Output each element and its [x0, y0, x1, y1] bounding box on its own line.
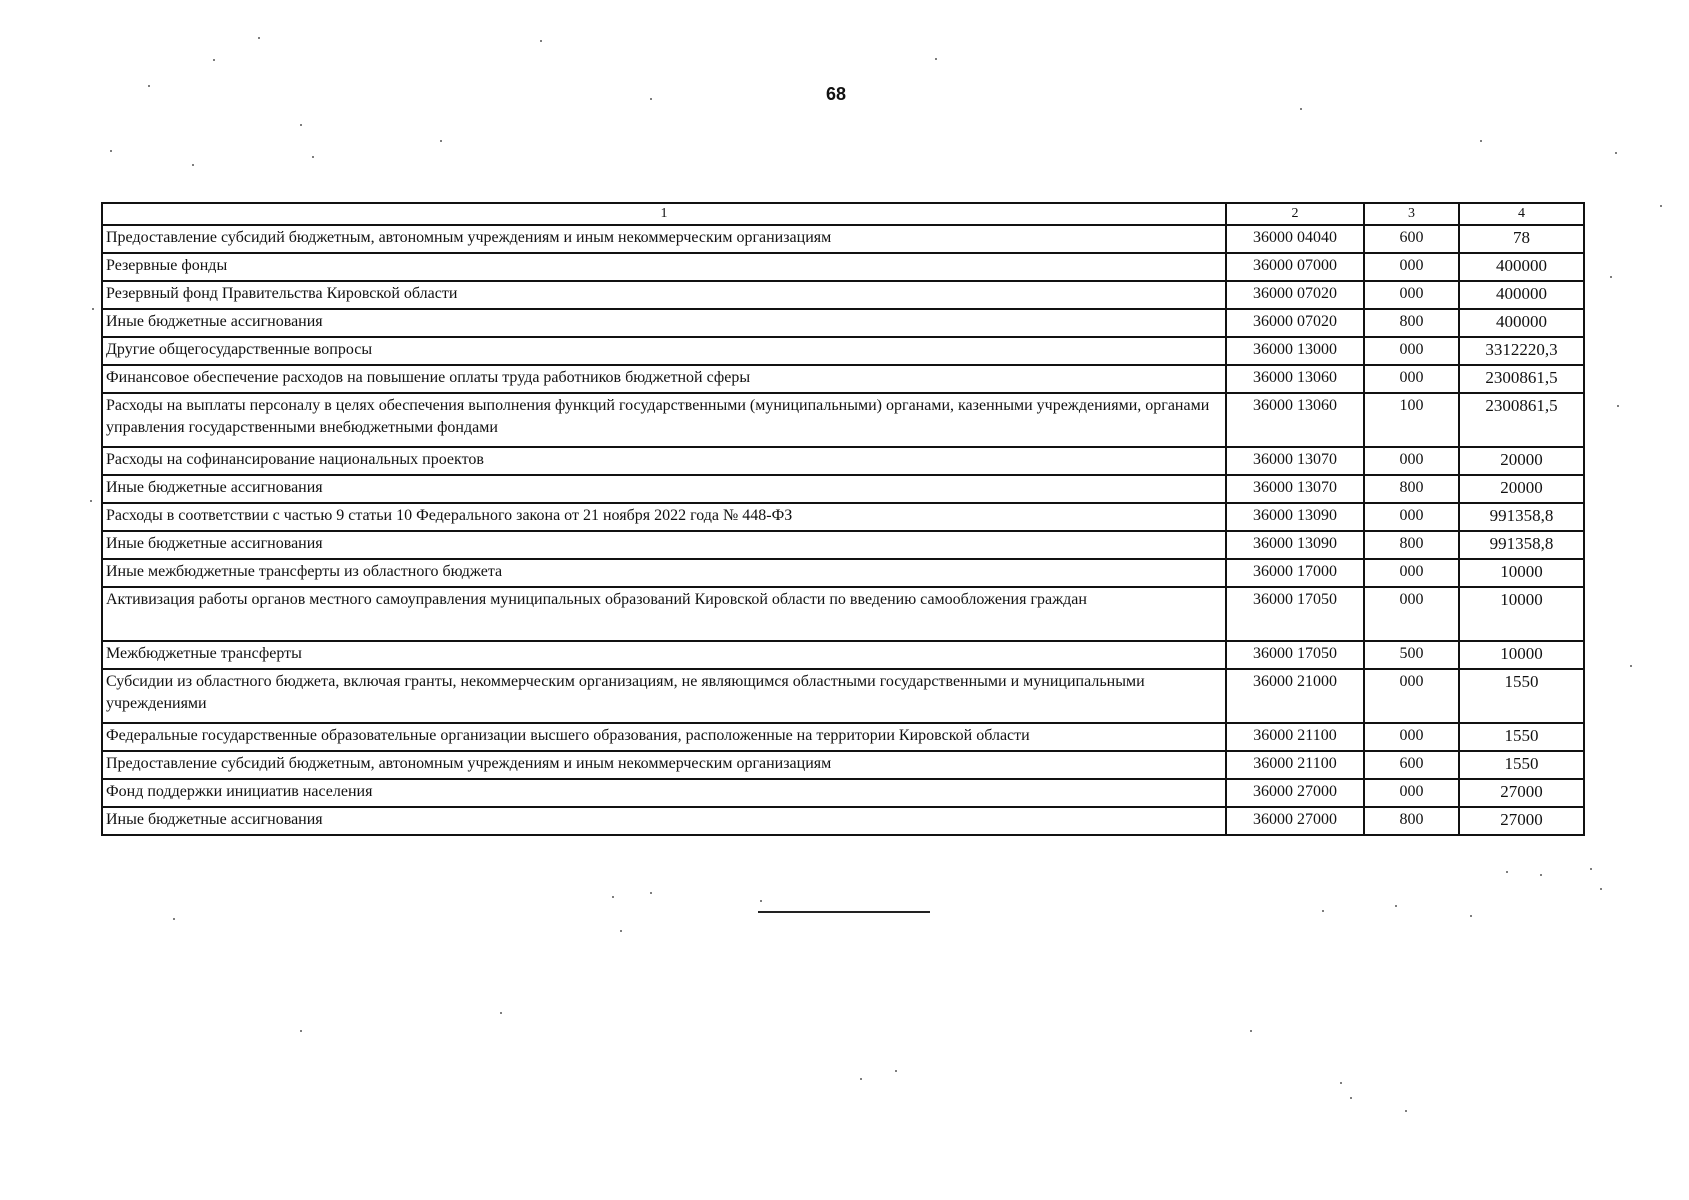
row-kind-cell: 000: [1364, 779, 1459, 807]
row-code-cell: 36000 13070: [1226, 475, 1364, 503]
table-row: [102, 475, 1584, 503]
row-kind-cell: 000: [1364, 559, 1459, 587]
row-amount-cell: 20000: [1459, 475, 1584, 503]
row-code-cell: 36000 13090: [1226, 531, 1364, 559]
row-kind-cell: 000: [1364, 281, 1459, 309]
table-row: [102, 807, 1584, 835]
row-code-cell: 36000 17050: [1226, 587, 1364, 641]
row-code-cell: 36000 27000: [1226, 807, 1364, 835]
row-amount-cell: 991358,8: [1459, 503, 1584, 531]
row-kind-cell: 800: [1364, 531, 1459, 559]
table-body: [102, 225, 1584, 835]
table-row: [102, 587, 1584, 641]
table-row: [102, 393, 1584, 447]
table-row: [102, 751, 1584, 779]
row-name-cell: Предоставление субсидий бюджетным, автономным учреждениям и иным некоммерческим организациям: [102, 751, 1226, 779]
row-code-cell: 36000 21100: [1226, 723, 1364, 751]
row-amount-cell: 10000: [1459, 559, 1584, 587]
row-amount-cell: 400000: [1459, 281, 1584, 309]
table-row: [102, 253, 1584, 281]
row-name-cell: Финансовое обеспечение расходов на повышение оплаты труда работников бюджетной сферы: [102, 365, 1226, 393]
row-name-cell: Федеральные государственные образовательные организации высшего образования, расположенные на территории Кировской области: [102, 723, 1226, 751]
row-kind-cell: 000: [1364, 447, 1459, 475]
row-amount-cell: 1550: [1459, 669, 1584, 723]
table-header: [102, 203, 1584, 225]
row-code-cell: 36000 13060: [1226, 365, 1364, 393]
row-code-cell: 36000 21000: [1226, 669, 1364, 723]
row-code-cell: 36000 13090: [1226, 503, 1364, 531]
table-row: [102, 281, 1584, 309]
row-name-cell: Расходы на выплаты персоналу в целях обеспечения выполнения функций государственными (муниципальными) органами, казенными учреждениями, органами управления государственными внебюджетными фондами: [102, 393, 1226, 447]
table-row: [102, 559, 1584, 587]
row-kind-cell: 000: [1364, 587, 1459, 641]
row-kind-cell: 600: [1364, 751, 1459, 779]
row-amount-cell: 1550: [1459, 723, 1584, 751]
table-row: [102, 337, 1584, 365]
row-kind-cell: 800: [1364, 475, 1459, 503]
row-amount-cell: 991358,8: [1459, 531, 1584, 559]
header-col-2: 2: [1226, 203, 1364, 225]
table-row: [102, 531, 1584, 559]
table-row: [102, 309, 1584, 337]
row-amount-cell: 1550: [1459, 751, 1584, 779]
footer-rule: [758, 911, 930, 913]
row-name-cell: Субсидии из областного бюджета, включая гранты, некоммерческим организациям, не являющимся областными государственными и муниципальными учреждениями: [102, 669, 1226, 723]
row-amount-cell: 2300861,5: [1459, 393, 1584, 447]
row-name-cell: Предоставление субсидий бюджетным, автономным учреждениям и иным некоммерческим организациям: [102, 225, 1226, 253]
row-name-cell: Межбюджетные трансферты: [102, 641, 1226, 669]
row-code-cell: 36000 13060: [1226, 393, 1364, 447]
table-row: [102, 641, 1584, 669]
table-row: [102, 779, 1584, 807]
row-code-cell: 36000 17050: [1226, 641, 1364, 669]
table-row: [102, 225, 1584, 253]
row-kind-cell: 800: [1364, 807, 1459, 835]
table-row: [102, 503, 1584, 531]
table-row: [102, 365, 1584, 393]
row-code-cell: 36000 13000: [1226, 337, 1364, 365]
table-row: [102, 669, 1584, 723]
row-amount-cell: 10000: [1459, 587, 1584, 641]
row-name-cell: Расходы в соответствии с частью 9 статьи 10 Федерального закона от 21 ноября 2022 года № 448-ФЗ: [102, 503, 1226, 531]
row-name-cell: Расходы на софинансирование национальных проектов: [102, 447, 1226, 475]
row-amount-cell: 400000: [1459, 253, 1584, 281]
row-amount-cell: 2300861,5: [1459, 365, 1584, 393]
budget-table: [101, 202, 1585, 836]
row-name-cell: Иные бюджетные ассигнования: [102, 475, 1226, 503]
row-amount-cell: 27000: [1459, 807, 1584, 835]
row-kind-cell: 000: [1364, 723, 1459, 751]
row-kind-cell: 600: [1364, 225, 1459, 253]
row-name-cell: Активизация работы органов местного самоуправления муниципальных образований Кировской области по введению самообложения граждан: [102, 587, 1226, 641]
row-amount-cell: 3312220,3: [1459, 337, 1584, 365]
row-kind-cell: 000: [1364, 337, 1459, 365]
header-col-1: 1: [102, 203, 1226, 225]
row-kind-cell: 800: [1364, 309, 1459, 337]
row-kind-cell: 000: [1364, 503, 1459, 531]
row-code-cell: 36000 13070: [1226, 447, 1364, 475]
row-code-cell: 36000 27000: [1226, 779, 1364, 807]
page-number: 68: [826, 84, 847, 104]
header-row: [102, 203, 1584, 225]
row-name-cell: Иные бюджетные ассигнования: [102, 531, 1226, 559]
header-col-3: 3: [1364, 203, 1459, 225]
row-amount-cell: 400000: [1459, 309, 1584, 337]
row-kind-cell: 500: [1364, 641, 1459, 669]
row-name-cell: Иные бюджетные ассигнования: [102, 807, 1226, 835]
row-code-cell: 36000 07000: [1226, 253, 1364, 281]
row-kind-cell: 000: [1364, 365, 1459, 393]
row-kind-cell: 000: [1364, 669, 1459, 723]
row-name-cell: Иные бюджетные ассигнования: [102, 309, 1226, 337]
header-col-4: 4: [1459, 203, 1584, 225]
row-name-cell: Другие общегосударственные вопросы: [102, 337, 1226, 365]
row-code-cell: 36000 04040: [1226, 225, 1364, 253]
row-name-cell: Иные межбюджетные трансферты из областного бюджета: [102, 559, 1226, 587]
row-amount-cell: 78: [1459, 225, 1584, 253]
row-code-cell: 36000 17000: [1226, 559, 1364, 587]
row-kind-cell: 000: [1364, 253, 1459, 281]
row-kind-cell: 100: [1364, 393, 1459, 447]
row-name-cell: Фонд поддержки инициатив населения: [102, 779, 1226, 807]
row-name-cell: Резервный фонд Правительства Кировской области: [102, 281, 1226, 309]
row-amount-cell: 27000: [1459, 779, 1584, 807]
row-amount-cell: 20000: [1459, 447, 1584, 475]
row-name-cell: Резервные фонды: [102, 253, 1226, 281]
row-code-cell: 36000 21100: [1226, 751, 1364, 779]
row-code-cell: 36000 07020: [1226, 309, 1364, 337]
row-amount-cell: 10000: [1459, 641, 1584, 669]
row-code-cell: 36000 07020: [1226, 281, 1364, 309]
table-row: [102, 723, 1584, 751]
table-row: [102, 447, 1584, 475]
